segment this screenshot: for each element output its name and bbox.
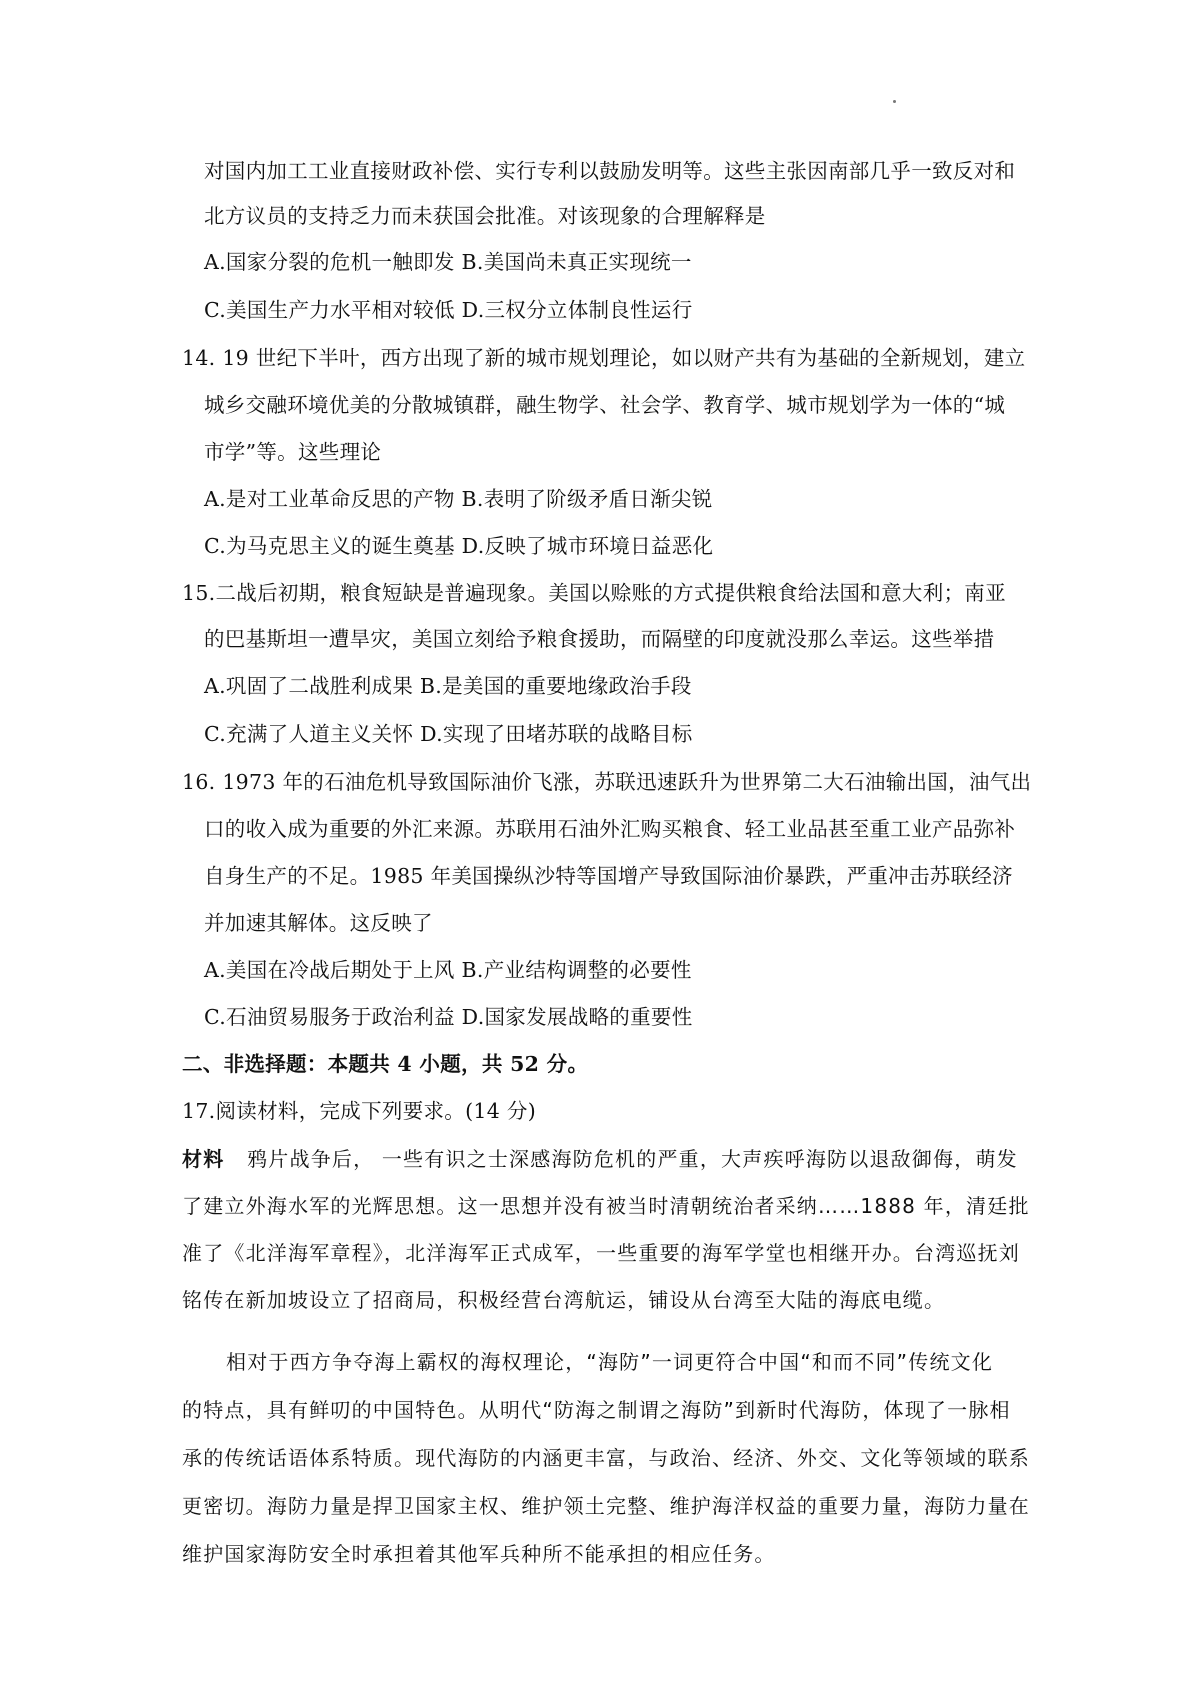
q17-material-line-2: 了建立外海水军的光辉思想。这一思想并没有被当时清朝统治者采纳……1888 年，清廷批 [182, 1194, 1030, 1218]
material-text: 鸦片战争后， 一些有识之士深感海防危机的严重，大声疾呼海防以退敌御侮，萌发 [247, 1147, 1018, 1171]
q16-options-cd: C.石油贸易服务于政治利益 D.国家发展战略的重要性 [204, 1005, 693, 1029]
material-label: 材料 [182, 1147, 225, 1171]
q16-stem-line-1: 16. 1973 年的石油危机导致国际油价飞涨，苏联迅速跃升为世界第二大石油输出国，油气出 [182, 770, 1032, 794]
q17-paragraph2-line-4: 更密切。海防力量是捍卫国家主权、维护领土完整、维护海洋权益的重要力量，海防力量在 [182, 1494, 1030, 1518]
q14-options-ab: A.是对工业革命反思的产物 B.表明了阶级矛盾日渐尖锐 [204, 487, 713, 511]
q17-stem: 17.阅读材料，完成下列要求。(14 分) [182, 1099, 536, 1123]
q14-stem-line-2: 城乡交融环境优美的分散城镇群，融生物学、社会学、教育学、城市规划学为一体的“城 [204, 393, 1006, 417]
q15-options-ab: A.巩固了二战胜利成果 B.是美国的重要地缘政治手段 [204, 674, 692, 698]
q14-options-cd: C.为马克思主义的诞生奠基 D.反映了城市环境日益恶化 [204, 534, 714, 558]
scan-dot [893, 100, 896, 103]
q15-stem-line-1: 15.二战后初期，粮食短缺是普遍现象。美国以赊账的方式提供粮食给法国和意大利；南亚 [182, 581, 1006, 605]
q14-stem-line-1: 14. 19 世纪下半叶，西方出现了新的城市规划理论，如以财产共有为基础的全新规划，建立 [182, 346, 1026, 370]
q16-stem-line-2: 口的收入成为重要的外汇来源。苏联用石油外汇购买粮食、轻工业品甚至重工业产品弥补 [204, 817, 1016, 841]
q17-material-line-3: 准了《北洋海军章程》，北洋海军正式成军，一些重要的海军学堂也相继开办。台湾巡抚刘 [182, 1241, 1020, 1265]
q17-paragraph2-line-3: 承的传统话语体系特质。现代海防的内涵更丰富，与政治、经济、外交、文化等领域的联系 [182, 1446, 1030, 1470]
q15-options-cd: C.充满了人道主义关怀 D.实现了田堵苏联的战略目标 [204, 722, 693, 746]
q16-options-ab: A.美国在冷战后期处于上风 B.产业结构调整的必要性 [204, 958, 692, 982]
q14-stem-line-3: 市学”等。这些理论 [204, 440, 382, 464]
q13-options-cd: C.美国生产力水平相对较低 D.三权分立体制良性运行 [204, 298, 693, 322]
q17-material-line-4: 铭传在新加坡设立了招商局，积极经营台湾航运，铺设从台湾至大陆的海底电缆。 [182, 1288, 946, 1312]
q16-stem-line-3: 自身生产的不足。1985 年美国操纵沙特等国增产导致国际油价暴跌，严重冲击苏联经济 [204, 864, 1013, 888]
q17-paragraph2-line-5: 维护国家海防安全时承担着其他军兵种所不能承担的相应任务。 [182, 1542, 776, 1566]
q16-stem-line-4: 并加速其解体。这反映了 [204, 911, 433, 935]
q13-stem-line-2: 北方议员的支持乏力而未获国会批准。对该现象的合理解释是 [204, 204, 766, 228]
q13-stem-line-1: 对国内加工工业直接财政补偿、实行专利以鼓励发明等。这些主张因南部几乎一致反对和 [204, 159, 1016, 183]
section-heading: 二、非选择题：本题共 4 小题，共 52 分。 [182, 1052, 589, 1076]
q17-paragraph2-line-1: 相对于西方争夺海上霸权的海权理论，“海防”一词更符合中国“和而不同”传统文化 [226, 1350, 994, 1374]
q17-material-line-1 [182, 1145, 1018, 1173]
q15-stem-line-2: 的巴基斯坦一遭旱灾，美国立刻给予粮食援助，而隔壁的印度就没那么幸运。这些举措 [204, 627, 995, 651]
q13-options-ab: A.国家分裂的危机一触即发 B.美国尚未真正实现统一 [204, 250, 692, 274]
q17-paragraph2-line-2: 的特点，具有鲜叨的中国特色。从明代“防海之制谓之海防”到新时代海防，体现了一脉相 [182, 1398, 1011, 1422]
